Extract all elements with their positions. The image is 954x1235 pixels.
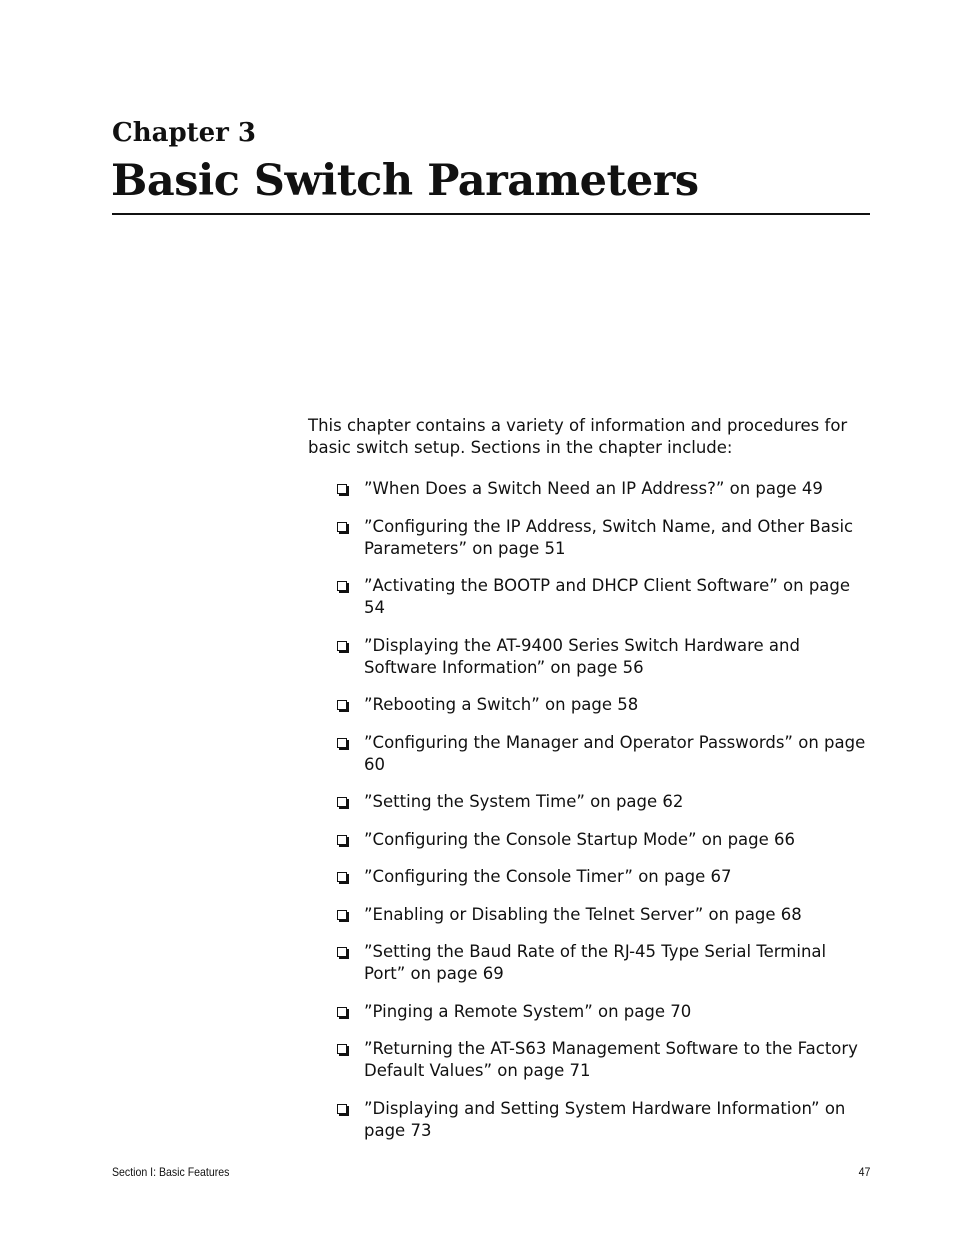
checkbox-square-icon [337, 522, 347, 532]
checkbox-square-icon [337, 700, 347, 710]
checkbox-square-icon [337, 484, 347, 494]
section-list-item[interactable] [308, 941, 870, 985]
section-list-item[interactable] [308, 732, 870, 776]
checkbox-square-icon [337, 835, 347, 845]
section-list-item[interactable] [308, 791, 870, 813]
checkbox-square-icon [337, 872, 347, 882]
checkbox-square-icon [337, 641, 347, 651]
section-list-item[interactable] [308, 1098, 870, 1142]
checkbox-square-icon [337, 797, 347, 807]
section-list-item[interactable] [308, 635, 870, 679]
section-link-text[interactable]: ”Configuring the Console Startup Mode” on page 66 [364, 829, 796, 849]
checkbox-square-icon [337, 1007, 347, 1017]
section-list-item[interactable] [308, 1001, 870, 1023]
checkbox-square-icon [337, 910, 347, 920]
checkbox-square-icon [337, 1104, 347, 1114]
title-divider [112, 213, 870, 215]
chapter-content [308, 415, 870, 1157]
section-list-item[interactable] [308, 694, 870, 716]
section-list-item[interactable] [308, 904, 870, 926]
section-list-item[interactable] [308, 516, 870, 560]
section-list-item[interactable] [308, 866, 870, 888]
checkbox-square-icon [337, 581, 347, 591]
footer-section-label: Section I: Basic Features [112, 1165, 230, 1179]
section-link-text[interactable]: ”Pinging a Remote System” on page 70 [364, 1001, 692, 1021]
section-list-item[interactable] [308, 829, 870, 851]
checkbox-square-icon [337, 738, 347, 748]
section-list-item[interactable] [308, 1038, 870, 1082]
section-list [308, 478, 870, 1142]
section-link-text[interactable]: ”When Does a Switch Need an IP Address?” on page 49 [364, 479, 823, 498]
checkbox-square-icon [337, 1044, 347, 1054]
chapter-label: Chapter 3 [112, 118, 257, 148]
section-link-text[interactable]: ”Configuring the IP Address, Switch Name, and Other Basic Parameters” on page 51 [364, 516, 854, 558]
section-link-text[interactable]: ”Rebooting a Switch” on page 58 [364, 695, 639, 714]
section-link-text[interactable]: ”Displaying and Setting System Hardware Information” on page 73 [364, 1098, 846, 1140]
section-link-text[interactable]: ”Setting the System Time” on page 62 [364, 792, 684, 811]
section-list-item[interactable] [308, 575, 870, 619]
checkbox-square-icon [337, 947, 347, 957]
section-list-item[interactable] [308, 478, 870, 500]
chapter-title: Basic Switch Parameters [111, 156, 699, 206]
footer-page-number: 47 [858, 1165, 870, 1179]
section-link-text[interactable]: ”Activating the BOOTP and DHCP Client Software” on page 54 [364, 576, 851, 617]
section-link-text[interactable]: ”Configuring the Console Timer” on page 67 [364, 867, 732, 886]
intro-paragraph: This chapter contains a variety of information and procedures for basic switch setup. Sections in the chapter include: [308, 416, 848, 457]
section-link-text[interactable]: ”Returning the AT-S63 Management Software to the Factory Default Values” on page 71 [364, 1039, 858, 1080]
section-link-text[interactable]: ”Configuring the Manager and Operator Passwords” on page 60 [364, 732, 866, 774]
section-link-text[interactable]: ”Enabling or Disabling the Telnet Server” on page 68 [364, 904, 802, 924]
section-link-text[interactable]: ”Displaying the AT-9400 Series Switch Hardware and Software Information” on page 56 [364, 635, 800, 677]
section-link-text[interactable]: ”Setting the Baud Rate of the RJ-45 Type Serial Terminal Port” on page 69 [364, 942, 827, 983]
